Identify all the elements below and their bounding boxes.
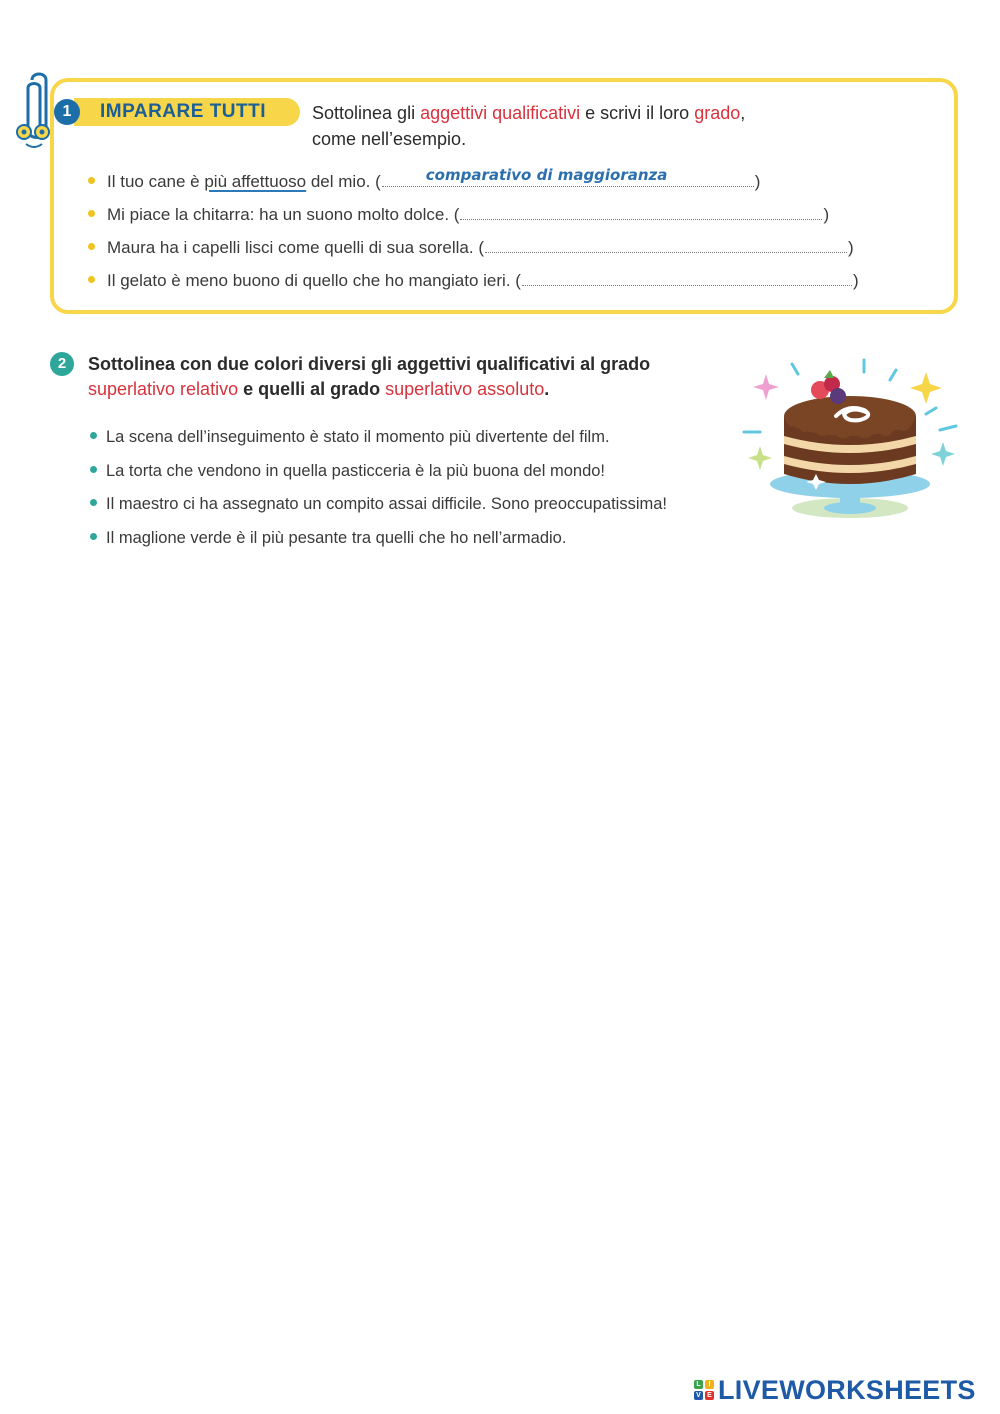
bullet-icon (90, 432, 97, 439)
bullet-icon (88, 243, 95, 250)
answer-blank[interactable] (485, 234, 847, 253)
list-item[interactable]: La torta che vendono in quella pasticceria è la più buona del mondo! (90, 458, 770, 492)
list-item[interactable]: La scena dell’inseguimento è stato il momento più divertente del film. (90, 424, 770, 458)
list-item[interactable]: Il maestro ci ha assegnato un compito assai difficile. Sono preoccupatissima! (90, 491, 770, 525)
answer-blank[interactable] (460, 201, 822, 220)
liveworksheets-logo[interactable] (694, 1374, 994, 1406)
example-underlined-adjective: più affettuoso (204, 172, 307, 191)
list-item: Mi piace la chitarra: ha un suono molto dolce. ( ) (88, 201, 948, 234)
list-item: Il tuo cane è più affettuoso del mio. ( comparativo di maggioranza ) (88, 168, 948, 201)
bullet-icon (90, 499, 97, 506)
bullet-icon (88, 210, 95, 217)
logo-mark-icon: L I V E (694, 1380, 714, 1400)
answer-blank[interactable] (382, 168, 754, 187)
exercise-1-instruction: Sottolinea gli aggettivi qualificativi e scrivi il loro grado, come nell’esempio. (312, 103, 746, 149)
exercise-1-number: 1 (54, 99, 80, 125)
example-answer: comparativo di maggioranza (425, 166, 668, 184)
bullet-icon (88, 177, 95, 184)
exercise-2-instruction: Sottolinea con due colori diversi gli aggettivi qualificativi al grado superlativo relativo e quelli al grado superlativo assoluto. (88, 354, 651, 399)
list-item: Il gelato è meno buono di quello che ho mangiato ieri. ( ) (88, 267, 948, 300)
list-item[interactable]: Il maglione verde è il più pesante tra quelli che ho nell’armadio. (90, 525, 770, 559)
bullet-icon (88, 276, 95, 283)
exercise-2-list (90, 424, 770, 558)
answer-blank[interactable] (522, 267, 852, 286)
bullet-icon (90, 533, 97, 540)
bullet-icon (90, 466, 97, 473)
exercise-1-list (88, 168, 948, 300)
cake-illustration-icon (740, 356, 960, 536)
logo-text: LIVEWORKSHEETS (718, 1374, 976, 1405)
list-item: Maura ha i capelli lisci come quelli di sua sorella. ( ) (88, 234, 948, 267)
exercise-2-number: 2 (50, 352, 74, 376)
imparare-tutti-tag: IMPARARE TUTTI (74, 98, 300, 126)
paperclip-mascot-icon (12, 70, 60, 160)
